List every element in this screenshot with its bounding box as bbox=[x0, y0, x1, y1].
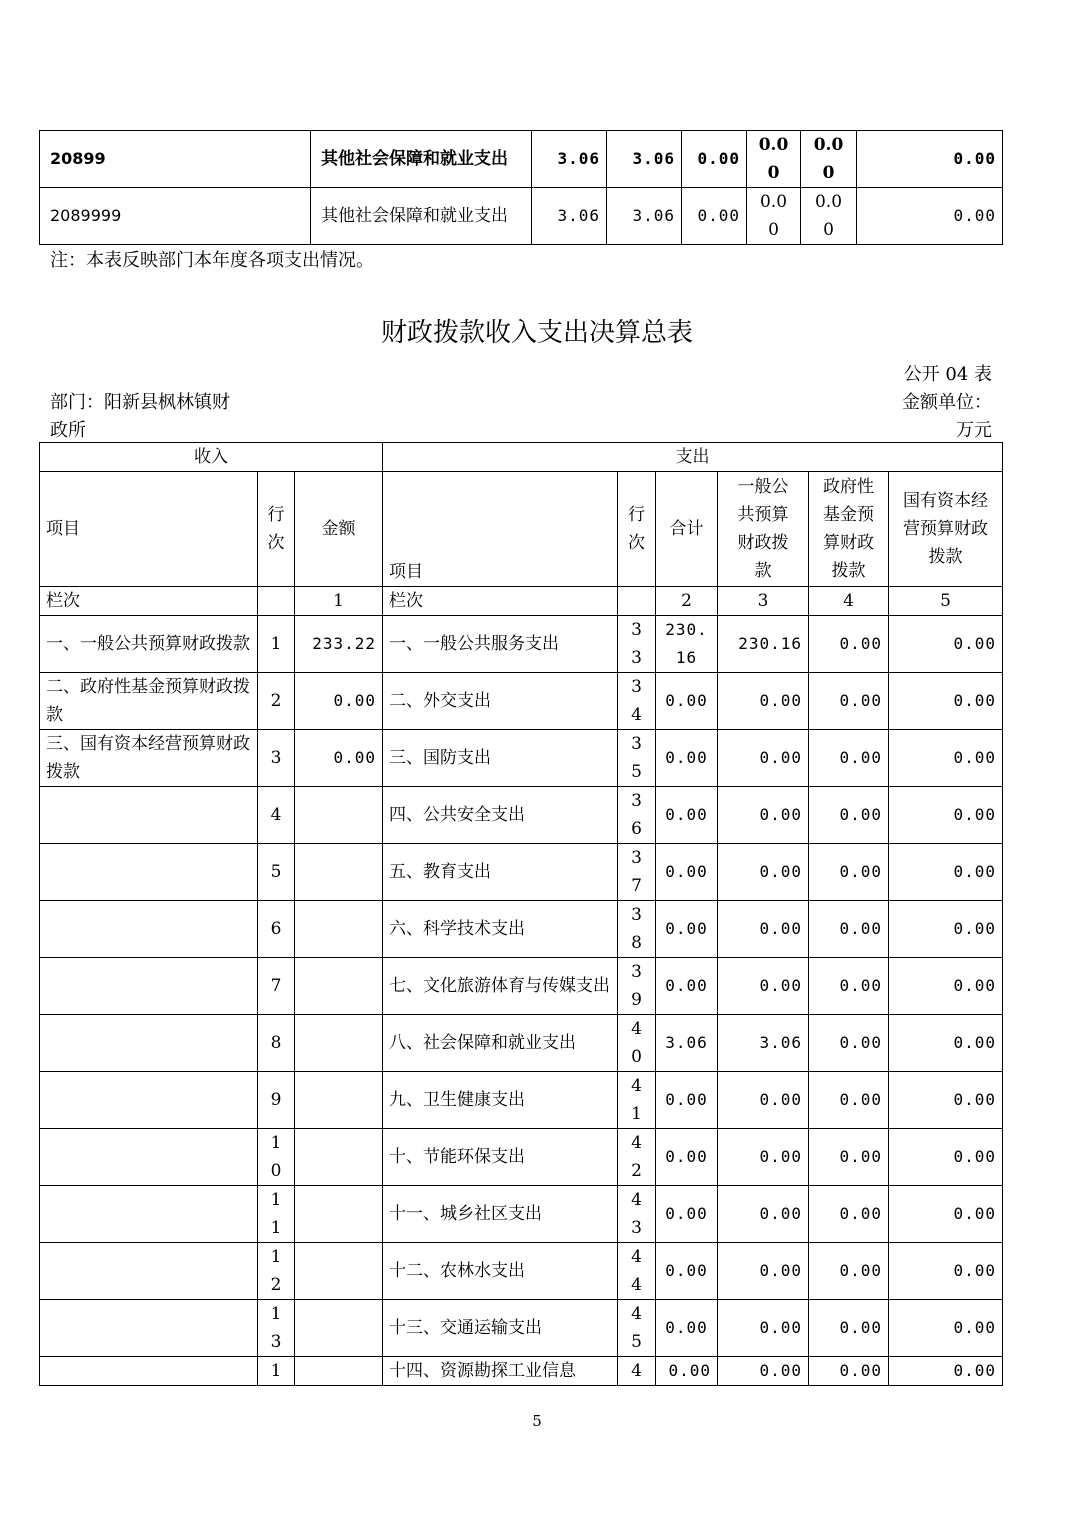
amount-cell: 3.06 bbox=[532, 188, 607, 245]
table-row bbox=[40, 673, 1003, 730]
form-number: 公开 04 表 bbox=[903, 364, 992, 385]
fund-budget-amount: 0.00 bbox=[809, 844, 889, 901]
department-label-continued: 政所 bbox=[50, 420, 86, 441]
amount-cell: 0.00 bbox=[813, 135, 844, 183]
amount-cell: 0.00 bbox=[758, 135, 789, 183]
income-amount bbox=[295, 1243, 383, 1300]
amount-cell: 0.00 bbox=[857, 188, 1003, 245]
total-amount: 0.00 bbox=[665, 919, 708, 938]
expense-row-number: 41 bbox=[631, 1076, 642, 1124]
table-row bbox=[40, 1129, 1003, 1186]
income-amount: 0.00 bbox=[295, 730, 383, 787]
col-number: 5 bbox=[889, 587, 1003, 616]
expense-row-number: 39 bbox=[631, 962, 642, 1010]
expense-item: 七、文化旅游体育与传媒支出 bbox=[383, 958, 618, 1015]
amount-cell: 3.06 bbox=[532, 131, 607, 188]
income-row-header: 行次 bbox=[267, 505, 285, 553]
general-budget-amount: 0.00 bbox=[718, 787, 809, 844]
expense-item: 十三、交通运输支出 bbox=[383, 1300, 618, 1357]
expense-row-number: 38 bbox=[631, 905, 642, 953]
income-row-number: 9 bbox=[270, 1090, 282, 1110]
income-item-header: 项目 bbox=[40, 472, 258, 587]
income-item bbox=[40, 844, 258, 901]
income-item bbox=[40, 1357, 258, 1386]
amount-cell: 0.00 bbox=[814, 192, 843, 240]
expense-item-header: 项目 bbox=[383, 472, 618, 587]
state-capital-amount: 0.00 bbox=[889, 673, 1003, 730]
function-code: 20899 bbox=[40, 131, 311, 188]
income-item bbox=[40, 1015, 258, 1072]
total-amount: 0.00 bbox=[665, 805, 708, 824]
page-title: 财政拨款收入支出决算总表 bbox=[380, 318, 693, 348]
total-header: 合计 bbox=[656, 472, 718, 587]
fund-budget-amount: 0.00 bbox=[809, 1015, 889, 1072]
expense-row-number: 42 bbox=[631, 1133, 642, 1181]
expense-row-number: 40 bbox=[631, 1019, 642, 1067]
income-row-number: 12 bbox=[270, 1247, 282, 1295]
table-row bbox=[40, 844, 1003, 901]
income-row-number: 7 bbox=[270, 976, 282, 996]
fund-budget-amount: 0.00 bbox=[809, 1186, 889, 1243]
fund-budget-header: 政府性基金预算财政拨款 bbox=[809, 472, 889, 587]
fund-budget-amount: 0.00 bbox=[809, 901, 889, 958]
expense-row-number: 34 bbox=[631, 677, 642, 725]
expense-row-number: 43 bbox=[631, 1190, 642, 1238]
total-amount: 0.00 bbox=[665, 1261, 708, 1280]
table-row bbox=[40, 1186, 1003, 1243]
general-budget-amount: 0.00 bbox=[718, 958, 809, 1015]
table-row bbox=[40, 616, 1003, 673]
table-header-row bbox=[40, 443, 1003, 472]
income-row-number: 2 bbox=[270, 691, 282, 711]
expense-row-number: 33 bbox=[631, 620, 642, 668]
expense-item: 四、公共安全支出 bbox=[383, 787, 618, 844]
table-row bbox=[40, 901, 1003, 958]
total-amount: 0.00 bbox=[665, 976, 708, 995]
amount-unit-value: 万元 bbox=[956, 420, 992, 441]
expense-item: 十二、农林水支出 bbox=[383, 1243, 618, 1300]
income-row-number: 10 bbox=[270, 1133, 282, 1181]
expense-row-number: 44 bbox=[631, 1247, 642, 1295]
state-capital-amount: 0.00 bbox=[889, 1015, 1003, 1072]
state-capital-amount: 0.00 bbox=[889, 787, 1003, 844]
amount-cell: 0.00 bbox=[682, 188, 747, 245]
expense-item: 一、一般公共服务支出 bbox=[383, 616, 618, 673]
expense-item: 五、教育支出 bbox=[383, 844, 618, 901]
general-budget-amount: 0.00 bbox=[718, 1129, 809, 1186]
income-item bbox=[40, 1300, 258, 1357]
amount-cell: 3.06 bbox=[607, 131, 682, 188]
expense-row-number: 36 bbox=[631, 791, 642, 839]
general-budget-header: 一般公共预算财政拨款 bbox=[718, 472, 809, 587]
fund-budget-amount: 0.00 bbox=[809, 1300, 889, 1357]
state-capital-amount: 0.00 bbox=[889, 844, 1003, 901]
total-amount: 0.00 bbox=[665, 1090, 708, 1109]
general-budget-amount: 0.00 bbox=[718, 901, 809, 958]
income-item bbox=[40, 1129, 258, 1186]
total-amount: 0.00 bbox=[665, 1204, 708, 1223]
expense-row-number: 37 bbox=[631, 848, 642, 896]
income-amount bbox=[295, 1357, 383, 1386]
state-capital-amount: 0.00 bbox=[889, 1129, 1003, 1186]
amount-cell: 0.00 bbox=[759, 192, 788, 240]
state-capital-amount: 0.00 bbox=[889, 1300, 1003, 1357]
general-budget-amount: 0.00 bbox=[718, 1243, 809, 1300]
income-item bbox=[40, 1072, 258, 1129]
fund-budget-amount: 0.00 bbox=[809, 1072, 889, 1129]
income-amount bbox=[295, 958, 383, 1015]
table-row bbox=[40, 1015, 1003, 1072]
state-capital-amount: 0.00 bbox=[889, 730, 1003, 787]
income-amount bbox=[295, 901, 383, 958]
lanci-label: 栏次 bbox=[40, 587, 258, 616]
table-row bbox=[40, 1072, 1003, 1129]
table-note: 注：本表反映部门本年度各项支出情况。 bbox=[50, 250, 374, 271]
income-item bbox=[40, 787, 258, 844]
total-amount: 3.06 bbox=[665, 1033, 708, 1052]
col-number: 1 bbox=[295, 587, 383, 616]
table-row bbox=[40, 131, 1003, 188]
general-budget-amount: 0.00 bbox=[718, 844, 809, 901]
income-amount bbox=[295, 1072, 383, 1129]
expense-header: 支出 bbox=[383, 443, 1003, 472]
fiscal-appropriation-summary-table bbox=[39, 442, 1003, 1386]
col-number: 2 bbox=[656, 587, 718, 616]
col-number: 3 bbox=[718, 587, 809, 616]
state-capital-amount: 0.00 bbox=[889, 1357, 1003, 1386]
function-name: 其他社会保障和就业支出 bbox=[311, 188, 532, 245]
expense-item: 十、节能环保支出 bbox=[383, 1129, 618, 1186]
expense-detail-table-continued bbox=[39, 130, 1003, 245]
expense-row-number: 4 bbox=[618, 1357, 656, 1386]
general-budget-amount: 230.16 bbox=[718, 616, 809, 673]
general-budget-amount: 0.00 bbox=[718, 1300, 809, 1357]
income-row-number: 4 bbox=[270, 805, 282, 825]
fund-budget-amount: 0.00 bbox=[809, 1243, 889, 1300]
income-item: 一、一般公共预算财政拨款 bbox=[40, 616, 258, 673]
income-item bbox=[40, 1243, 258, 1300]
state-capital-amount: 0.00 bbox=[889, 958, 1003, 1015]
income-item bbox=[40, 1186, 258, 1243]
table-row bbox=[40, 188, 1003, 245]
income-row-number: 1 bbox=[270, 634, 282, 654]
income-row-number: 8 bbox=[270, 1033, 282, 1053]
general-budget-amount: 0.00 bbox=[718, 730, 809, 787]
income-row-number: 3 bbox=[270, 748, 282, 768]
expense-item: 九、卫生健康支出 bbox=[383, 1072, 618, 1129]
col-number: 4 bbox=[809, 587, 889, 616]
table-row bbox=[40, 1243, 1003, 1300]
expense-item: 二、外交支出 bbox=[383, 673, 618, 730]
income-amount: 233.22 bbox=[295, 616, 383, 673]
general-budget-amount: 0.00 bbox=[718, 1072, 809, 1129]
general-budget-amount: 0.00 bbox=[718, 1186, 809, 1243]
total-amount: 0.00 bbox=[665, 748, 708, 767]
department-label: 部门：阳新县枫林镇财 bbox=[50, 392, 230, 413]
expense-row-header: 行次 bbox=[628, 505, 646, 553]
income-item: 三、国有资本经营预算财政拨款 bbox=[40, 730, 258, 787]
lanci-label: 栏次 bbox=[383, 587, 618, 616]
table-header-row bbox=[40, 472, 1003, 587]
expense-item: 八、社会保障和就业支出 bbox=[383, 1015, 618, 1072]
income-item bbox=[40, 901, 258, 958]
income-amount bbox=[295, 844, 383, 901]
income-header: 收入 bbox=[40, 443, 383, 472]
income-row-number: 6 bbox=[270, 919, 282, 939]
fund-budget-amount: 0.00 bbox=[809, 958, 889, 1015]
income-amount bbox=[295, 1186, 383, 1243]
income-item: 二、政府性基金预算财政拨款 bbox=[40, 673, 258, 730]
income-row-number: 13 bbox=[270, 1304, 282, 1352]
income-amount bbox=[295, 1129, 383, 1186]
income-amount: 0.00 bbox=[295, 673, 383, 730]
table-row bbox=[40, 730, 1003, 787]
expense-item: 三、国防支出 bbox=[383, 730, 618, 787]
amount-unit-label: 金额单位： bbox=[902, 392, 992, 413]
fund-budget-amount: 0.00 bbox=[809, 787, 889, 844]
table-row bbox=[40, 787, 1003, 844]
expense-row-number: 35 bbox=[631, 734, 642, 782]
total-amount: 0.00 bbox=[665, 1147, 708, 1166]
income-amount-header: 金额 bbox=[295, 472, 383, 587]
state-capital-amount: 0.00 bbox=[889, 1072, 1003, 1129]
function-name: 其他社会保障和就业支出 bbox=[311, 131, 532, 188]
fund-budget-amount: 0.00 bbox=[809, 673, 889, 730]
expense-item: 六、科学技术支出 bbox=[383, 901, 618, 958]
total-amount: 0.00 bbox=[665, 1318, 708, 1337]
amount-cell: 3.06 bbox=[607, 188, 682, 245]
state-capital-amount: 0.00 bbox=[889, 1243, 1003, 1300]
fund-budget-amount: 0.00 bbox=[809, 1129, 889, 1186]
state-capital-amount: 0.00 bbox=[889, 901, 1003, 958]
table-row bbox=[40, 1300, 1003, 1357]
fund-budget-amount: 0.00 bbox=[809, 1357, 889, 1386]
fund-budget-amount: 0.00 bbox=[809, 730, 889, 787]
state-capital-header: 国有资本经营预算财政拨款 bbox=[889, 472, 1003, 587]
fund-budget-amount: 0.00 bbox=[809, 616, 889, 673]
income-amount bbox=[295, 1300, 383, 1357]
state-capital-amount: 0.00 bbox=[889, 1186, 1003, 1243]
function-code: 2089999 bbox=[40, 188, 311, 245]
income-row-number: 1 bbox=[258, 1357, 295, 1386]
column-number-row bbox=[40, 587, 1003, 616]
general-budget-amount: 3.06 bbox=[718, 1015, 809, 1072]
amount-cell: 0.00 bbox=[682, 131, 747, 188]
expense-item: 十一、城乡社区支出 bbox=[383, 1186, 618, 1243]
amount-cell: 0.00 bbox=[857, 131, 1003, 188]
expense-item: 十四、资源勘探工业信息 bbox=[383, 1357, 618, 1386]
income-amount bbox=[295, 787, 383, 844]
general-budget-amount: 0.00 bbox=[718, 1357, 809, 1386]
income-item bbox=[40, 958, 258, 1015]
income-amount bbox=[295, 1015, 383, 1072]
total-amount: 0.00 bbox=[665, 691, 708, 710]
table-row bbox=[40, 1357, 1003, 1386]
table-row bbox=[40, 958, 1003, 1015]
income-row-number: 11 bbox=[270, 1190, 282, 1238]
page-number: 5 bbox=[532, 1412, 542, 1430]
general-budget-amount: 0.00 bbox=[718, 673, 809, 730]
total-amount: 230.16 bbox=[665, 620, 708, 667]
income-row-number: 5 bbox=[270, 862, 282, 882]
total-amount: 0.00 bbox=[656, 1357, 718, 1386]
state-capital-amount: 0.00 bbox=[889, 616, 1003, 673]
expense-row-number: 45 bbox=[631, 1304, 642, 1352]
total-amount: 0.00 bbox=[665, 862, 708, 881]
